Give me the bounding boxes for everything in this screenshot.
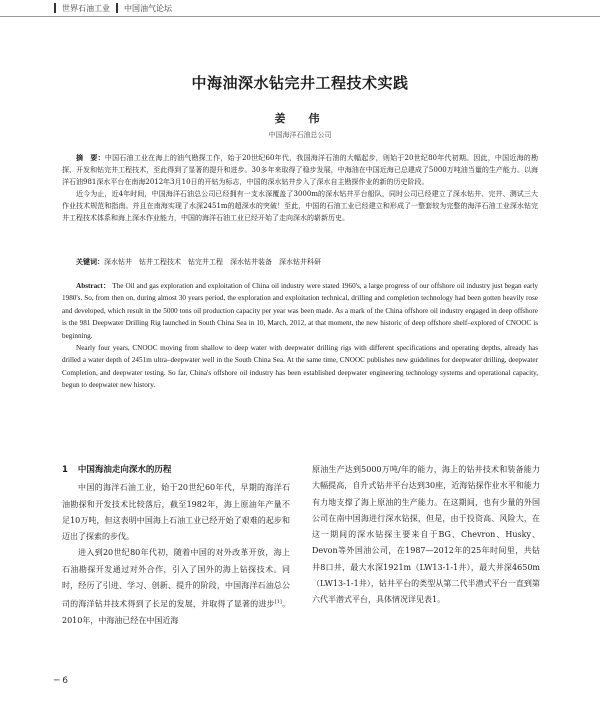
keywords-chinese [62,256,538,268]
abstract-chinese [62,152,538,224]
paragraph-text: 进入到20世纪80年代初，随着中国的对外改革开放，海上石油勘探开发通过对外合作，引入了国外的海上钻探技术。同时，经历了引进、学习、创新、提升的阶段，中国海洋石油总公司的海洋钻井技术得到了长足的发展，并取得了显著的进步 [62,548,290,610]
header-bar [116,3,118,13]
body-paragraph: 原油生产达到5000万吨/年的能力，海上的钻井技术和装备能力大幅提高，自升式钻井平台达到30座，近海钻探作业水平和能力有力地支撑了海上原油的生产能力。在这期间，也有少量的外国公司在南中国海进行深水钻探，但是，由于投资高、风险大，在这一期间的深水钻探主要来自于BG、Chevron、Husky、Devon等外国油公司，在1987—2012年的25年时间里，共钻井8口井，最大水深1921m（LW13-1-1井），最大井深4650m（LW13-1-1井），钻井平台的类型从第二代半潜式平台一直到第六代半潜式平台，具体情况详见表1。 [312,465,540,605]
header-bar [54,3,56,13]
abstract-cn-text: 中国石油工业在海上的油气勘探工作，始于20世纪60年代，我国海洋石油的大幅起步，则始于20世纪80年代初期。因此，中国近海的勘探、开发和钻完井工程技术，至此得到了显著的提升和进步。30多年来取得了稳步发展，中海油在中国近海已总建成了5000万吨油当量的生产能力。以海洋石油981深水平台在南海2012年3月10日的开钻为标志，中国的深水钻井步入了深水自主勘探作业的新的历史阶段。 [62,154,538,186]
keywords-cn-label: 关键词： [76,257,104,266]
abstract-en-text2: Nearly four years, CNOOC moving from shallow to deep water with deepwater drilling rigs with different specifications and operating depths, already has drilled a water depth of 2451m ultra–deepwater well in the South China Sea. At the same time, CNOOC publishes new guidelines for deepwater drilling, deepwater Completion, and deepwater testing. So far, China's offshore oil industry has been established deepwater engineering technology systems and operational capacity, begun to deepwater new history. [62,344,538,390]
abstract-en-label: Abstract： [76,282,111,290]
paragraph-tail: 。2010年，中海油已经在中国近海 [62,600,291,626]
body-column-left [62,462,290,630]
section-number: 1 [62,465,68,475]
column-name: 中国油气论坛 [124,3,172,13]
abstract-english [62,280,538,392]
section-title: 中国海油走向深水的历程 [77,465,172,475]
running-header [54,0,172,16]
keywords-cn-text: 深水钻井 钻井工程技术 钻完井工程 深水钻井装备 深水钻井科研 [104,258,321,266]
author-affiliation: 中国海洋石油总公司 [268,131,332,139]
article-title: 中海油深水钻完井工程技术实践 [191,74,409,92]
header-rule [0,16,600,17]
body-paragraph [62,545,290,629]
abstract-en-text: The Oil and gas exploration and exploitation of China oil industry were stated 1960's, a large progress of our offshore oil industry just began early 1980's. So, from then on, during almost 30 years period, the exploration and exploitation technical, drilling and completion technology had been gotten heavily rose and developed, which result in the 5000 tons oil production capacity per year was been made. As a mark of the China offshore oil industry engaged in deep offshore is the 981 Deepwater Drilling Rig launched in South China Sea in 10, March, 2012, at that moment, the new historic of deep offshore shelf–explored of CNOOC is beginning. [62,282,539,340]
journal-name: 世界石油工业 [62,3,110,13]
body-paragraph: 中国的海洋石油工业，始于20世纪60年代，早期的海洋石油勘探和开发技术比较落后，截至1982年，海上原油年产量不足10万吨，但这表明中国海上石油工业已经开始了艰难的起步和迈出了探索的步伐。 [62,483,290,542]
citation-ref[interactable]: [1] [274,599,282,606]
author-name: 姜 伟 [274,112,326,125]
abstract-cn-text2: 近今为止，近4年时间，中国海洋石油总公司已经拥有一支水深覆盖了3000m的深水钻井平台船队，同时公司已经建立了深水钻井、完井、测试三大作业技术规范和指南。并且在南海实现了水深2451m的超深水的突破！至此，中国的石油工业已经建立和形成了一整套较为完整的海洋石油工业深水钻完井工程技术体系和海上深水作业能力，中国的海洋石油工业已经开始了走向深水的崭新历史。 [62,190,538,222]
section-heading [62,462,290,478]
page-number: ─ 6 [54,676,69,686]
body-column-right [312,462,540,609]
abstract-cn-label: 摘 要： [76,153,105,162]
